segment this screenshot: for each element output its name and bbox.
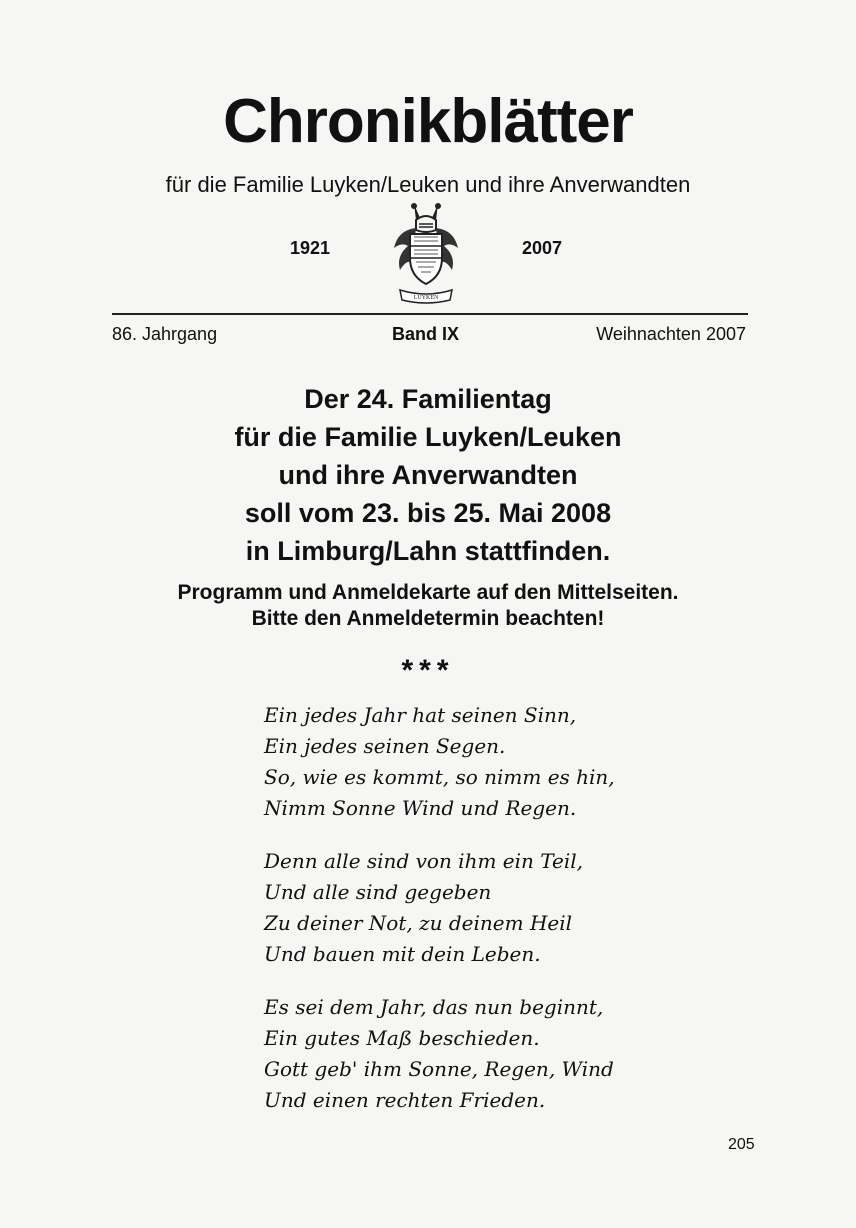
announcement bbox=[0, 380, 856, 570]
section-separator: *** bbox=[401, 654, 455, 687]
poem-line: Und alle sind gegeben bbox=[264, 880, 492, 904]
poem-line: Ein jedes seinen Segen. bbox=[264, 734, 506, 758]
poem-line: So, wie es kommt, so nimm es hin, bbox=[264, 765, 615, 789]
issue-label: Weihnachten 2007 bbox=[596, 324, 746, 344]
poem-line: Und bauen mit dein Leben. bbox=[264, 942, 541, 966]
poem bbox=[264, 700, 724, 1138]
family-crest-icon bbox=[386, 200, 466, 306]
announcement-line: Der 24. Familientag bbox=[304, 384, 552, 414]
poem-line: Und einen rechten Frieden. bbox=[264, 1088, 546, 1112]
founding-year: 1921 bbox=[290, 238, 331, 258]
publication-subtitle: für die Familie Luyken/Leuken und ihre Anverwandten bbox=[165, 172, 691, 197]
poem-stanza bbox=[264, 846, 724, 970]
volume-year: 86. Jahrgang bbox=[112, 324, 218, 344]
announcement-line: für die Familie Luyken/Leuken bbox=[234, 422, 622, 452]
announcement-line: in Limburg/Lahn stattfinden. bbox=[245, 536, 611, 566]
poem-line: Zu deiner Not, zu deinem Heil bbox=[264, 911, 573, 935]
poem-stanza bbox=[264, 992, 724, 1116]
current-year: 2007 bbox=[522, 238, 563, 258]
note-line: Bitte den Anmeldetermin beachten! bbox=[251, 607, 605, 630]
poem-line: Ein gutes Maß beschieden. bbox=[264, 1026, 540, 1050]
poem-line: Nimm Sonne Wind und Regen. bbox=[264, 796, 577, 820]
header-divider bbox=[112, 313, 748, 315]
announcement-line: soll vom 23. bis 25. Mai 2008 bbox=[244, 498, 612, 528]
announcement-line: und ihre Anverwandten bbox=[278, 460, 578, 490]
publication-title: Chronikblätter bbox=[223, 87, 633, 156]
note-line: Programm und Anmeldekarte auf den Mittelseiten. bbox=[177, 581, 679, 604]
poem-line: Denn alle sind von ihm ein Teil, bbox=[264, 849, 584, 873]
poem-stanza bbox=[264, 700, 724, 824]
poem-line: Es sei dem Jahr, das nun beginnt, bbox=[264, 995, 604, 1019]
poem-line: Gott geb' ihm Sonne, Regen, Wind bbox=[264, 1057, 614, 1081]
band-number: Band IX bbox=[392, 324, 460, 344]
page-number: 205 bbox=[728, 1136, 755, 1153]
registration-note bbox=[0, 580, 856, 632]
crest-inscription: LUYKEN bbox=[413, 295, 439, 301]
poem-line: Ein jedes Jahr hat seinen Sinn, bbox=[264, 703, 577, 727]
